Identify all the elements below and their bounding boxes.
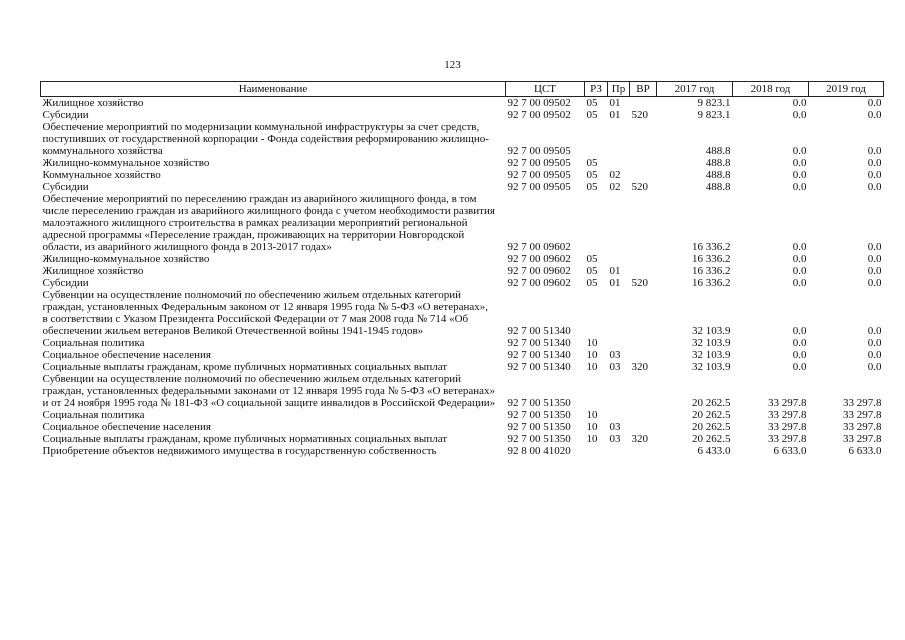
- cell-vr: [630, 97, 657, 110]
- table-row: [41, 445, 884, 457]
- cell-vr: 520: [631, 181, 648, 193]
- cell-y2017: 20 262.5: [692, 397, 731, 409]
- cell-y2017: 32 103.9: [692, 361, 731, 373]
- cell-y2019: 0.0: [867, 109, 882, 121]
- row-name-text: Коммунальное хозяйство: [42, 169, 161, 181]
- cell-cst: 92 7 00 09602: [507, 253, 571, 265]
- header-name: Наименование: [41, 82, 506, 97]
- cell-y2018: 0.0: [792, 277, 807, 289]
- cell-y2017: 16 336.2: [692, 265, 731, 277]
- table-row: [41, 169, 884, 181]
- budget-table: [40, 81, 884, 457]
- cell-y2019: 0.0: [867, 145, 882, 157]
- table-row: [41, 337, 884, 349]
- table-row: [41, 181, 884, 193]
- cell-y2017: 488.8: [705, 157, 731, 169]
- cell-y2018: 0.0: [792, 181, 807, 193]
- cell-y2017: 488.8: [705, 181, 731, 193]
- cell-y2018: 0.0: [792, 253, 807, 265]
- row-name-text: Жилищно-коммунальное хозяйство: [42, 253, 210, 265]
- cell-y2019: 6 633.0: [848, 445, 882, 457]
- cell-y2018: 6 633.0: [773, 445, 807, 457]
- cell-name: [41, 109, 506, 121]
- table-row: [41, 265, 884, 277]
- cell-rz: 05: [586, 265, 598, 277]
- cell-y2019: 0.0: [867, 181, 882, 193]
- cell-name: [41, 277, 506, 289]
- row-name-text: Субсидии: [42, 109, 89, 121]
- cell-cst: 92 7 00 51350: [507, 397, 571, 409]
- cell-pr: [608, 193, 630, 253]
- cell-rz: 05: [586, 181, 598, 193]
- cell-y2018: 0.0: [792, 265, 807, 277]
- cell-y2019: 0.0: [867, 265, 882, 277]
- header-2018: 2018 год: [733, 82, 809, 97]
- cell-rz: 10: [586, 337, 598, 349]
- cell-cst: 92 7 00 51340: [507, 361, 571, 373]
- cell-pr: 01: [609, 265, 621, 277]
- cell-name: [41, 337, 506, 349]
- cell-rz: 05: [586, 157, 598, 169]
- cell-cst: 92 7 00 51350: [507, 421, 571, 433]
- cell-rz: 10: [586, 433, 598, 445]
- cell-cst: 92 7 00 51340: [507, 349, 571, 361]
- cell-y2019: 0.0: [867, 241, 882, 253]
- cell-y2018: 33 297.8: [768, 409, 807, 421]
- cell-y2019: 0.0: [867, 277, 882, 289]
- cell-y2019: 0.0: [867, 337, 882, 349]
- row-name-text: Социальные выплаты гражданам, кроме публичных нормативных социальных выплат: [42, 361, 448, 373]
- row-name-text: Субвенции на осуществление полномочий по обеспечению жильем отдельных категорий граждан, установленных Федеральным законом от 12 января 1995 года № 5-ФЗ «О ветеранах», в соответствии с Указом Президента Российской Федерации от 7 мая 2008 года № 714 «Об обеспечении жильем ветеранов Великой Отечественной войны 1941-1945 годов»: [42, 289, 488, 337]
- cell-rz: 05: [586, 277, 598, 289]
- cell-name: [41, 193, 506, 253]
- row-name-text: Социальная политика: [42, 409, 145, 421]
- cell-cst: 92 7 00 09602: [507, 265, 571, 277]
- cell-cst: 92 7 00 09505: [507, 157, 571, 169]
- cell-pr: [608, 337, 630, 349]
- cell-rz: 05: [586, 109, 598, 121]
- cell-y2017: 20 262.5: [692, 409, 731, 421]
- cell-vr: [630, 169, 657, 181]
- cell-y2019: 0.0: [867, 169, 882, 181]
- cell-name: [41, 97, 506, 110]
- cell-cst: 92 7 00 51350: [507, 433, 571, 445]
- cell-name: [41, 421, 506, 433]
- cell-y2019: 33 297.8: [843, 397, 882, 409]
- cell-y2019: 0.0: [867, 157, 882, 169]
- cell-y2019: 33 297.8: [843, 421, 882, 433]
- cell-cst: 92 7 00 09505: [507, 145, 571, 157]
- cell-rz: 05: [586, 253, 598, 265]
- header-pr: Пр: [608, 82, 630, 97]
- cell-rz: [585, 121, 608, 157]
- cell-y2019: 33 297.8: [843, 433, 882, 445]
- cell-rz: 10: [586, 409, 598, 421]
- cell-name: [41, 409, 506, 421]
- row-name-text: Субсидии: [42, 181, 89, 193]
- cell-name: [41, 445, 506, 457]
- cell-y2018: 0.0: [792, 157, 807, 169]
- table-header-row: [41, 82, 884, 97]
- cell-name: [41, 433, 506, 445]
- cell-vr: [630, 157, 657, 169]
- cell-y2019: 33 297.8: [843, 409, 882, 421]
- cell-pr: [608, 121, 630, 157]
- table-body: [41, 97, 884, 458]
- cell-rz: 10: [586, 361, 598, 373]
- cell-y2018: 0.0: [792, 145, 807, 157]
- row-name-text: Социальные выплаты гражданам, кроме публичных нормативных социальных выплат: [42, 433, 448, 445]
- cell-name: [41, 169, 506, 181]
- table-row: [41, 157, 884, 169]
- cell-y2017: 16 336.2: [692, 253, 731, 265]
- cell-cst: 92 7 00 51350: [507, 409, 571, 421]
- cell-vr: [630, 121, 657, 157]
- cell-vr: [630, 265, 657, 277]
- cell-pr: 01: [609, 277, 621, 289]
- cell-y2017: 9 823.1: [697, 97, 731, 109]
- cell-y2017: 32 103.9: [692, 349, 731, 361]
- cell-y2017: 9 823.1: [697, 109, 731, 121]
- cell-y2019: 0.0: [867, 349, 882, 361]
- page-number: 123: [444, 59, 461, 71]
- cell-y2017: 16 336.2: [692, 241, 731, 253]
- row-name-text: Социальная политика: [42, 337, 145, 349]
- cell-vr: [630, 373, 657, 409]
- cell-pr: [608, 373, 630, 409]
- cell-rz: 10: [586, 421, 598, 433]
- cell-y2018: 0.0: [792, 169, 807, 181]
- cell-name: [41, 361, 506, 373]
- cell-pr: [608, 409, 630, 421]
- cell-y2017: 488.8: [705, 169, 731, 181]
- cell-y2019: 0.0: [867, 325, 882, 337]
- cell-vr: 320: [631, 361, 648, 373]
- cell-y2018: 0.0: [792, 325, 807, 337]
- cell-y2018: 33 297.8: [768, 421, 807, 433]
- cell-cst: 92 8 00 41020: [507, 445, 571, 457]
- cell-y2017: 20 262.5: [692, 433, 731, 445]
- cell-vr: [630, 421, 657, 433]
- cell-vr: [630, 289, 657, 337]
- cell-pr: 02: [609, 181, 621, 193]
- row-name-text: Приобретение объектов недвижимого имущества в государственную собственность: [42, 445, 437, 457]
- cell-vr: 520: [631, 109, 648, 121]
- cell-name: [41, 121, 506, 157]
- cell-vr: [630, 409, 657, 421]
- table-row: [41, 109, 884, 121]
- row-name-text: Жилищное хозяйство: [42, 97, 144, 109]
- cell-pr: 03: [609, 349, 621, 361]
- header-rz: РЗ: [585, 82, 608, 97]
- table-row: [41, 361, 884, 373]
- header-cst: ЦСТ: [506, 82, 585, 97]
- cell-name: [41, 289, 506, 337]
- cell-pr: 03: [609, 433, 621, 445]
- cell-vr: 320: [631, 433, 648, 445]
- cell-cst: 92 7 00 51340: [507, 337, 571, 349]
- cell-cst: 92 7 00 09602: [507, 277, 571, 289]
- cell-rz: [585, 445, 608, 457]
- cell-pr: 03: [609, 361, 621, 373]
- cell-name: [41, 373, 506, 409]
- row-name-text: Социальное обеспечение населения: [42, 349, 211, 361]
- cell-pr: 01: [609, 109, 621, 121]
- cell-pr: [608, 253, 630, 265]
- cell-y2017: 16 336.2: [692, 277, 731, 289]
- cell-cst: 92 7 00 09502: [507, 97, 571, 109]
- cell-rz: 10: [586, 349, 598, 361]
- cell-y2017: 20 262.5: [692, 421, 731, 433]
- cell-vr: [630, 193, 657, 253]
- cell-pr: 01: [609, 97, 621, 109]
- cell-y2018: 0.0: [792, 97, 807, 109]
- cell-y2018: 0.0: [792, 349, 807, 361]
- cell-y2019: 0.0: [867, 97, 882, 109]
- header-vr: ВР: [630, 82, 657, 97]
- cell-cst: 92 7 00 51340: [507, 325, 571, 337]
- cell-y2017: 6 433.0: [697, 445, 731, 457]
- table-row: [41, 289, 884, 337]
- table-row: [41, 433, 884, 445]
- header-2019: 2019 год: [809, 82, 884, 97]
- cell-vr: [630, 253, 657, 265]
- cell-rz: [585, 373, 608, 409]
- cell-name: [41, 265, 506, 277]
- cell-pr: [608, 445, 630, 457]
- table-row: [41, 409, 884, 421]
- cell-y2019: 0.0: [867, 361, 882, 373]
- cell-rz: [585, 289, 608, 337]
- table-row: [41, 253, 884, 265]
- cell-vr: 520: [631, 277, 648, 289]
- table-row: [41, 421, 884, 433]
- cell-name: [41, 349, 506, 361]
- cell-y2018: 0.0: [792, 361, 807, 373]
- header-2017: 2017 год: [657, 82, 733, 97]
- cell-name: [41, 157, 506, 169]
- cell-y2017: 32 103.9: [692, 337, 731, 349]
- cell-name: [41, 253, 506, 265]
- table-row: [41, 121, 884, 157]
- cell-y2018: 33 297.8: [768, 397, 807, 409]
- cell-y2019: 0.0: [867, 253, 882, 265]
- table-row: [41, 277, 884, 289]
- row-name-text: Жилищное хозяйство: [42, 265, 144, 277]
- cell-vr: [630, 445, 657, 457]
- row-name-text: Субсидии: [42, 277, 89, 289]
- cell-pr: 03: [609, 421, 621, 433]
- cell-cst: 92 7 00 09505: [507, 169, 571, 181]
- cell-y2018: 33 297.8: [768, 433, 807, 445]
- cell-pr: [608, 157, 630, 169]
- cell-cst: 92 7 00 09505: [507, 181, 571, 193]
- cell-rz: 05: [586, 97, 598, 109]
- cell-cst: 92 7 00 09502: [507, 109, 571, 121]
- row-name-text: Социальное обеспечение населения: [42, 421, 211, 433]
- cell-rz: 05: [586, 169, 598, 181]
- row-name-text: Субвенции на осуществление полномочий по обеспечению жильем отдельных категорий граждан, установленных федеральными законами от 12 января 1995 года № 5-ФЗ «О ветеранах» и от 24 ноября 1995 года № 181-ФЗ «О социальной защите инвалидов в Российской Федерации»: [42, 373, 496, 409]
- cell-vr: [630, 337, 657, 349]
- cell-y2018: 0.0: [792, 109, 807, 121]
- cell-pr: 02: [609, 169, 621, 181]
- row-name-text: Обеспечение мероприятий по переселению граждан из аварийного жилищного фонда, в том числе переселению граждан из аварийного жилищного фонда с учетом необходимости развития малоэтажного жилищного строительства в рамках реализации мероприятий региональной адресной программы «Переселение граждан, проживающих на территории Новгородской области, из аварийного жилищного фонда в 2013-2017 годах»: [42, 193, 495, 253]
- cell-pr: [608, 289, 630, 337]
- cell-y2017: 32 103.9: [692, 325, 731, 337]
- table-row: [41, 193, 884, 253]
- table-row: [41, 97, 884, 110]
- table-row: [41, 349, 884, 361]
- table-row: [41, 373, 884, 409]
- cell-vr: [630, 349, 657, 361]
- cell-cst: 92 7 00 09602: [507, 241, 571, 253]
- cell-rz: [585, 193, 608, 253]
- cell-y2017: 488.8: [705, 145, 731, 157]
- row-name-text: Жилищно-коммунальное хозяйство: [42, 157, 210, 169]
- cell-name: [41, 181, 506, 193]
- row-name-text: Обеспечение мероприятий по модернизации коммунальной инфраструктуры за счет средств, поступивших от государственной корпорации - Фонда содействия реформированию жилищно-коммунального хозяйства: [42, 121, 489, 157]
- cell-y2018: 0.0: [792, 241, 807, 253]
- cell-y2018: 0.0: [792, 337, 807, 349]
